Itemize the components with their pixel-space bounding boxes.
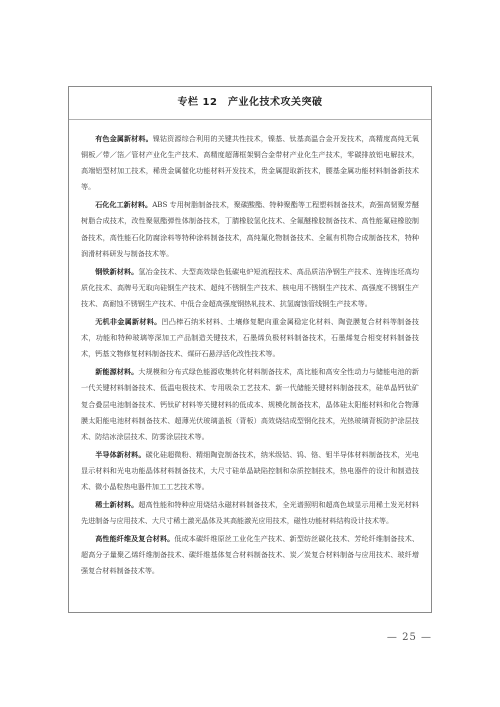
paragraph-text: 低成本碳纤维原丝工业化生产技术、新型纺丝碳化技术、芳纶纤维制备技术、超高分子量聚乙烯纤维制备技术、碳纤维基体复合材料制备技术、炭／炭复合材料制备与应用技术、玻纤增强复合材料制备技术等。 [81,534,420,576]
paragraph-semiconductor [81,447,419,495]
box-body [69,120,431,580]
page-number: — 25 — [386,632,432,643]
paragraph-text: 大规模和分布式绿色能源收集转化材料制备技术，高比能和高安全性动力与储能电池的新一代关键材料制备技术、低温电极技术、专用吸杂工艺技术、新一代储能关键材料制备技术，硅单晶钙钛矿复合叠层电池制备技术、钙钛矿材料等关键材料的低成本、规模化制备技术，晶体硅太阳能材料和化合物薄膜太阳能电池材料制备技术、超薄光伏玻璃盖板（背板）高效烧结成型钢化技术，光热玻璃背板防护涂层技术、防结冰涂层技术、防雾涂层技术等。 [81,367,420,441]
paragraph-lead: 无机非金属新材料。 [95,317,162,327]
paragraph-fiber-composite [81,531,419,579]
paragraph-steel [81,264,419,312]
paragraph-new-energy [81,364,419,444]
paragraph-text: 碳化硅超微粉、精细陶瓷制备技术，纳米级钴、钨、铬、钼半导体材料制备技术，光电显示材料和光电功能晶体材料制备技术，大尺寸硅单晶缺陷控制和杂质控制技术，热电器件的设计和制造技术、微小晶粒热电器件加工工艺技术等。 [81,449,420,491]
paragraph-text: 超高性能和特种应用烧结永磁材料制备技术，全光谱照明和超高色域显示用稀土发光材料先进制备与应用技术、大尺寸稀土激光晶体及其高能激光应用技术，磁性功能材料结构设计技术等。 [81,500,420,526]
paragraph-lead: 新能源材料。 [95,367,139,377]
paragraph-lead: 石化化工新材料。 [95,200,153,210]
paragraph-lead: 稀土新材料。 [95,500,139,510]
feature-box [68,86,432,613]
paragraph-lead: 有色金属新材料。 [95,134,153,143]
paragraph-lead: 钢铁新材料。 [95,266,139,276]
paragraph-lead: 高性能纤维及复合材料。 [95,534,175,544]
paragraph-text: 氢冶金技术、大型高效绿色低碳电炉短流程技术、高品质洁净钢生产技术、连铸连坯高均质化技术、高牌号无取向硅钢生产技术、超纯不锈钢生产技术、核电用不锈钢生产技术、高强度不锈钢生产技术、高耐蚀不锈钢生产技术、中低合金超高强度钢热轧技术、抗氢腐蚀管线钢生产技术等。 [81,266,420,308]
paragraph-text: 凹凸棒石纳米材料、土壤修复靶向重金属稳定化材料、陶瓷膜复合材料等制备技术，功能和特种玻璃等深加工产品制造关键技术，石墨烯负极材料制备技术，石墨烯复合相变材料制备技术，钙基文物修复材料制备技术、煤矸石悬浮活化改性技术等。 [81,317,420,359]
paragraph-rare-earth [81,497,419,529]
paragraph-petrochemical [81,197,419,261]
paragraph-inorganic [81,314,419,362]
paragraph-lead: 半导体新材料。 [95,449,146,459]
paragraph-nonferrous [81,131,419,195]
box-title: 专栏 12 产业化技术攻关突破 [69,87,431,120]
paragraph-text: ABS 专用树脂制备技术，聚碳酸酯、特种聚酯等工程塑料制备技术，高强高韧聚芳醚树脂合成技术，改性聚氨酯弹性体制备技术，丁腈橡胶氢化技术、全氟醚橡胶制备技术、高性能氟硅橡胶制备技术，高性能石化防腐涂料等特种涂料制备技术，高纯氟化物制备技术、全氟有机物合成制备技术，特种润滑材料研发与制备技术等。 [81,200,419,258]
paragraph-text: 镍钴资源综合利用的关键共性技术，镍基、钛基高温合金开发技术，高精度高纯无氧铜板／带／箔／管材产业化生产技术、高精度超薄框架铜合金带材产业化生产技术，零碳排放铝电解技术，高端铝型材加工技术，稀贵金属催化功能材料开发技术，贵金属提取新技术，腰基金属功能材料制备新技术等。 [81,134,420,192]
